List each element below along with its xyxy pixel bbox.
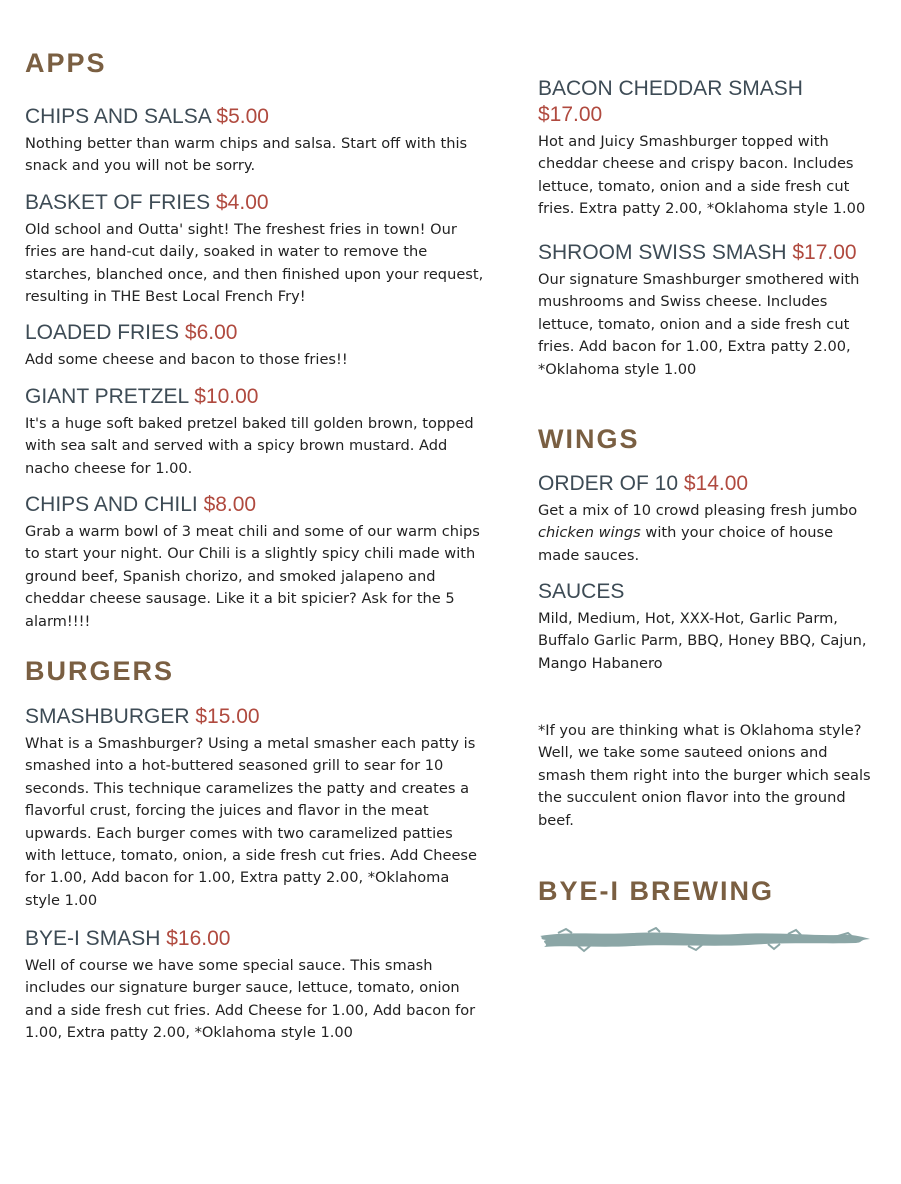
desc-emphasis: chicken wings: [538, 524, 641, 542]
brush-stroke-decoration: [538, 927, 872, 953]
item-title: [25, 104, 487, 130]
item-description: Our signature Smashburger smothered with mushrooms and Swiss cheese. Includes lettuce, tomato, onion and a side fresh cut fries. Add bacon for 1.00, Extra patty 2.00, *Oklahoma style 1.00: [538, 271, 860, 378]
menu-item-chips-and-salsa: [25, 104, 487, 178]
item-price: $5.00: [216, 105, 269, 128]
menu-item-sauces: [538, 579, 878, 675]
apps-heading: APPS: [25, 48, 107, 78]
menu-item-shroom-swiss-smash: [538, 240, 878, 381]
burgers-heading: BURGERS: [25, 656, 175, 686]
menu-item-smashburger: [25, 704, 487, 912]
menu-item-bacon-cheddar-smash: [538, 76, 878, 221]
item-price: $17.00: [538, 103, 603, 126]
item-price: $17.00: [792, 241, 857, 264]
item-name: BACON CHEDDAR SMASH: [538, 77, 803, 100]
menu-item-basket-of-fries: [25, 190, 487, 309]
note-text: *If you are thinking what is Oklahoma style? Well, we take some sauteed onions and smash them right into the burger which seals the succulent onion flavor into the ground beef.: [538, 722, 871, 829]
item-title: [538, 240, 878, 266]
item-title: [538, 471, 878, 497]
item-description: Add some cheese and bacon to those fries!!: [25, 351, 348, 368]
item-title: [25, 492, 487, 518]
item-title: [25, 704, 487, 730]
item-price: $14.00: [683, 472, 749, 495]
item-name: CHIPS AND SALSA: [25, 105, 211, 128]
wings-heading: WINGS: [538, 424, 640, 454]
menu-item-giant-pretzel: [25, 384, 487, 480]
item-title: [538, 76, 878, 128]
item-description: It's a huge soft baked pretzel baked till golden brown, topped with sea salt and served with a spicy brown mustard. Add nacho cheese for 1.00.: [25, 415, 474, 477]
item-description: [538, 500, 878, 567]
item-description: Well of course we have some special sauce. This smash includes our signature burger sauce, lettuce, tomato, onion and a side fresh cut fries. Add Cheese for 1.00, Add bacon for 1.00, Extra patty 2.00, *Oklahoma style 1.00: [25, 957, 476, 1042]
brand-heading: BYE-I BREWING: [538, 876, 775, 906]
desc-text: Get a mix of 10 crowd pleasing fresh jumbo: [538, 502, 858, 519]
item-title: [25, 320, 487, 346]
menu-item-bye-i-smash: [25, 926, 487, 1045]
item-name: BASKET OF FRIES: [25, 191, 211, 214]
item-price: $4.00: [216, 191, 269, 214]
item-name: LOADED FRIES: [25, 321, 180, 344]
item-price: $15.00: [195, 705, 260, 728]
item-name: BYE-I SMASH: [25, 927, 161, 950]
item-title: [538, 579, 878, 605]
item-title: [25, 926, 487, 952]
item-name: SMASHBURGER: [25, 705, 190, 728]
item-price: $10.00: [194, 385, 259, 408]
item-price: $8.00: [203, 493, 257, 516]
oklahoma-style-note: [538, 720, 878, 832]
item-name: SHROOM SWISS SMASH: [538, 241, 787, 264]
item-description: Old school and Outta' sight! The freshest fries in town! Our fries are hand-cut daily, soaked in water to remove the starches, blanched once, and then finished upon your request, resulting in THE Best Local French Fry!: [25, 221, 484, 306]
item-description: Hot and Juicy Smashburger topped with cheddar cheese and crispy bacon. Includes lettuce, tomato, onion and a side fresh cut fries. Extra patty 2.00, *Oklahoma style 1.00: [538, 133, 866, 218]
item-name: CHIPS AND CHILI: [25, 493, 198, 516]
menu-item-loaded-fries: [25, 320, 487, 371]
item-title: [25, 190, 487, 216]
item-title: [25, 384, 487, 410]
item-price: $6.00: [184, 321, 238, 344]
item-description: Grab a warm bowl of 3 meat chili and some of our warm chips to start your night. Our Chili is a slightly spicy chili made with ground beef, Spanish chorizo, and smoked jalapeno and cheddar cheese sausage. Like it a bit spicier? Ask for the 5 alarm!!!!: [25, 523, 480, 630]
item-name: SAUCES: [538, 580, 625, 603]
item-price: $16.00: [166, 927, 231, 950]
item-description: Nothing better than warm chips and salsa. Start off with this snack and you will not be sorry.: [25, 135, 468, 175]
item-name: ORDER OF 10: [538, 472, 679, 495]
desc-text: with your choice of house made sauces.: [538, 524, 834, 564]
menu-item-order-of-10: [538, 471, 878, 567]
item-description: What is a Smashburger? Using a metal smasher each patty is smashed into a hot-buttered seasoned grill to sear for 10 seconds. This technique caramelizes the patty and creates a flavorful crust, forcing the juices and flavor in the meat upwards. Each burger comes with two caramelized patties with lettuce, tomato, onion, a side fresh cut fries. Add Cheese for 1.00, Add bacon for 1.00, Extra patty 2.00, *Oklahoma style 1.00: [25, 735, 477, 909]
item-name: GIANT PRETZEL: [25, 385, 189, 408]
menu-item-chips-and-chili: [25, 492, 487, 633]
item-description: Mild, Medium, Hot, XXX-Hot, Garlic Parm, Buffalo Garlic Parm, BBQ, Honey BBQ, Cajun, Mango Habanero: [538, 610, 867, 672]
